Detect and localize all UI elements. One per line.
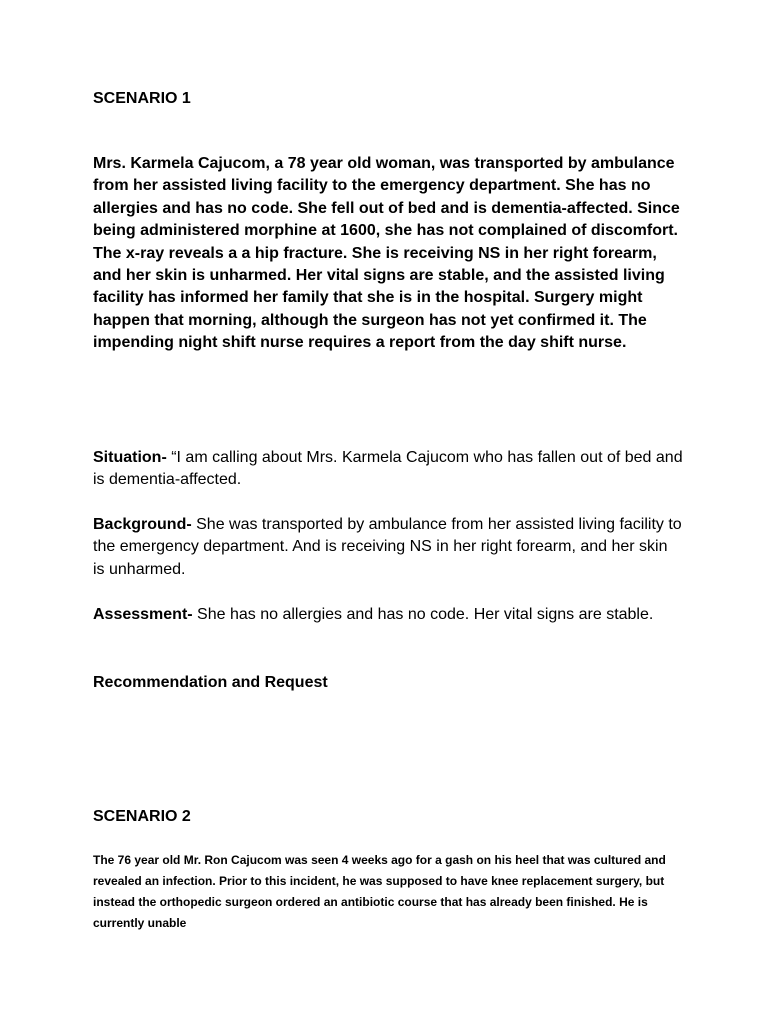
scenario-2-narrative: The 76 year old Mr. Ron Cajucom was seen 4 weeks ago for a gash on his heel that was cultured and revealed an infection. Prior to this incident, he was supposed to have knee replacement surgery, but instead the orthopedic surgeon ordered an antibiotic course that has already been finished. He is currently unable [93, 853, 666, 930]
situation-paragraph [93, 447, 683, 492]
assessment-paragraph [93, 604, 683, 626]
recommendation-label: Recommendation and Request [93, 674, 328, 691]
assessment-label: Assessment- [93, 606, 193, 623]
scenario-2-heading: SCENARIO 2 [93, 808, 191, 825]
situation-text: “I am calling about Mrs. Karmela Cajucom who has fallen out of bed and is dementia-affected. [93, 449, 683, 489]
background-label: Background- [93, 516, 192, 533]
recommendation-paragraph [93, 672, 683, 694]
background-text: She was transported by ambulance from her assisted living facility to the emergency department. And is receiving NS in her right forearm, and her skin is unharmed. [93, 516, 682, 578]
background-paragraph [93, 514, 683, 581]
scenario-1-heading: SCENARIO 1 [93, 90, 191, 107]
situation-label: Situation- [93, 449, 167, 466]
assessment-text: She has no allergies and has no code. Her vital signs are stable. [192, 606, 654, 623]
scenario-1-narrative: Mrs. Karmela Cajucom, a 78 year old woman, was transported by ambulance from her assisted living facility to the emergency department. She has no allergies and has no code. She fell out of bed and is dementia-affected. Since being administered morphine at 1600, she has not complained of discomfort. The x-ray reveals a a hip fracture. She is receiving NS in her right forearm, and her skin is unharmed. Her vital signs are stable, and the assisted living facility has informed her family that she is in the hospital. Surgery might happen that morning, although the surgeon has not yet confirmed it. The impending night shift nurse requires a report from the day shift nurse. [93, 155, 680, 352]
